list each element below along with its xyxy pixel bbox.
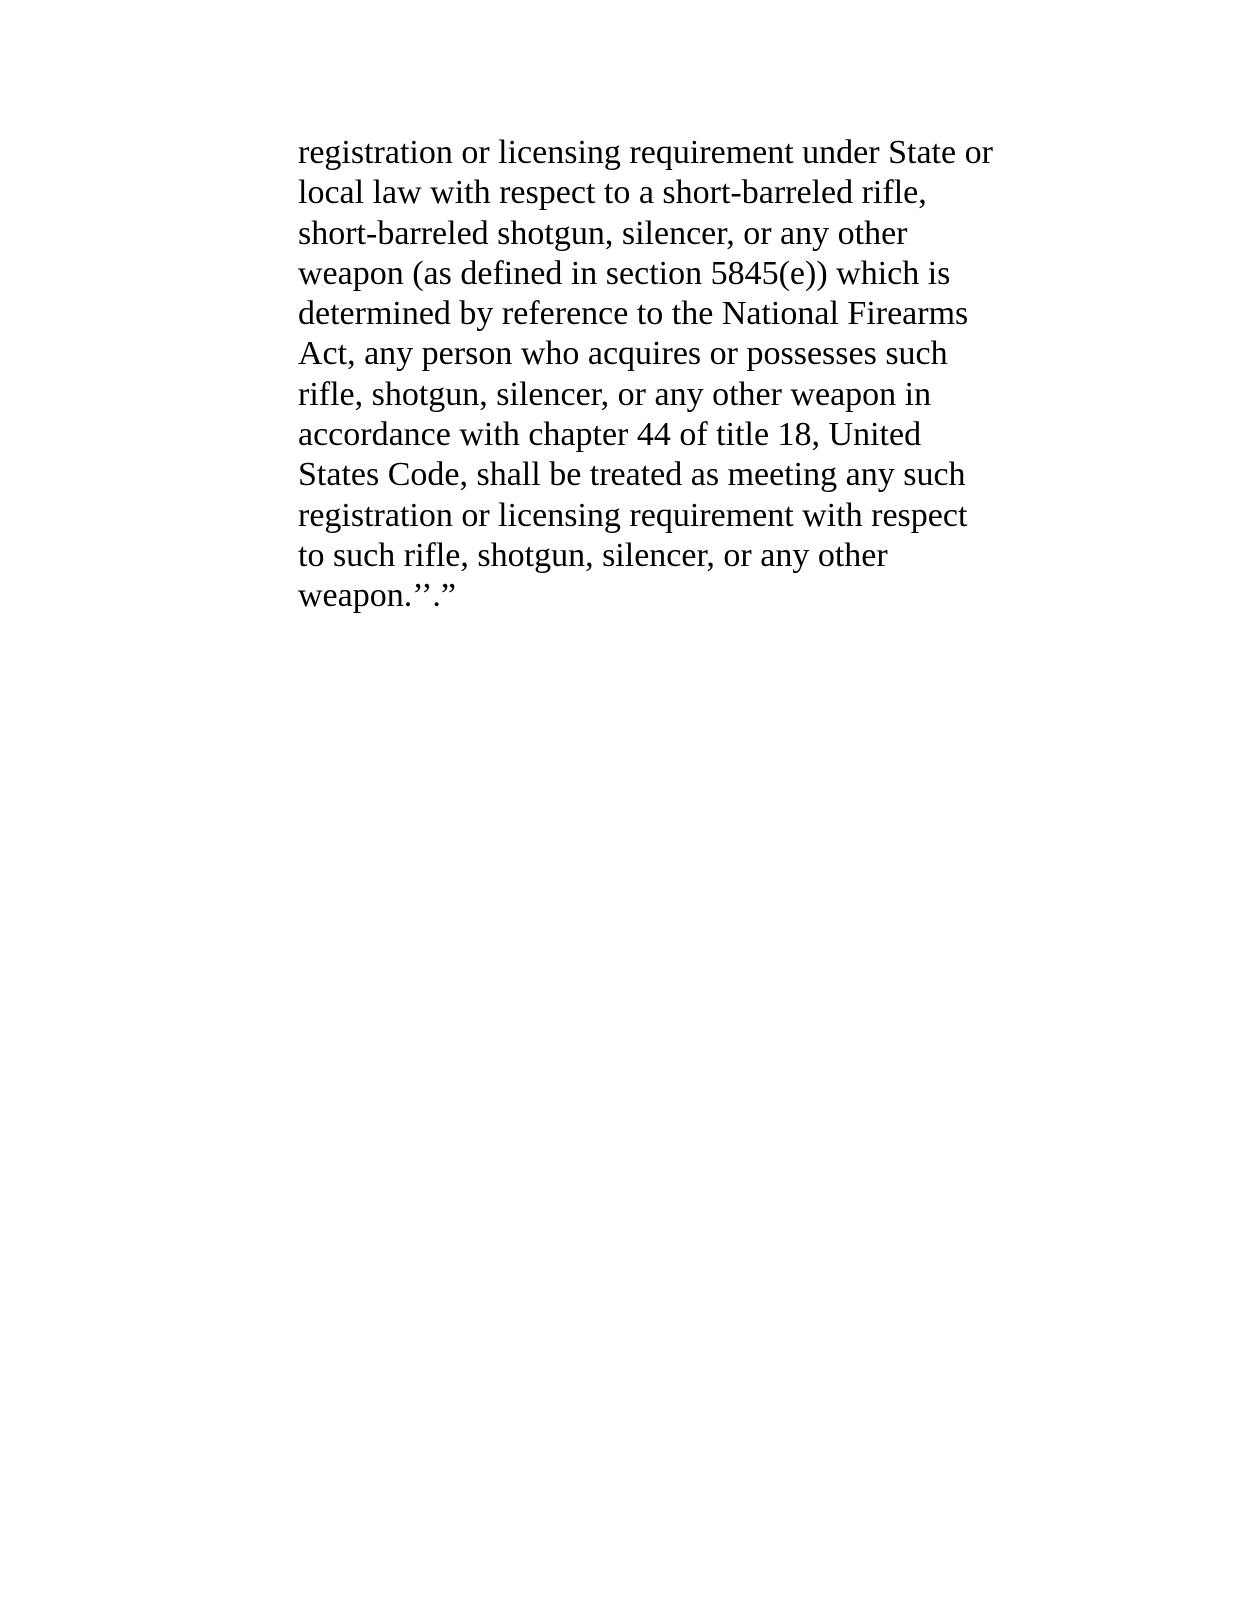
text-line: local law with respect to a short-barreled rifle, [298, 174, 927, 212]
text-line: registration or licensing requirement under State or [298, 134, 993, 171]
text-line: accordance with chapter 44 of title 18, United [298, 416, 922, 454]
text-line: weapon (as defined in section 5845(e)) which is [298, 254, 951, 292]
text-line: rifle, shotgun, silencer, or any other weapon in [298, 375, 932, 413]
text-line: weapon.’’.” [298, 577, 456, 615]
text-line: to such rifle, shotgun, silencer, or any other [298, 536, 888, 574]
text-line: determined by reference to the National Firearms [298, 295, 969, 333]
body-text [298, 133, 1058, 617]
text-line: registration or licensing requirement with respect [298, 496, 968, 534]
text-line: States Code, shall be treated as meeting any such [298, 456, 966, 494]
text-line: Act, any person who acquires or possesses such [298, 335, 948, 373]
text-line: short-barreled shotgun, silencer, or any other [298, 214, 908, 252]
